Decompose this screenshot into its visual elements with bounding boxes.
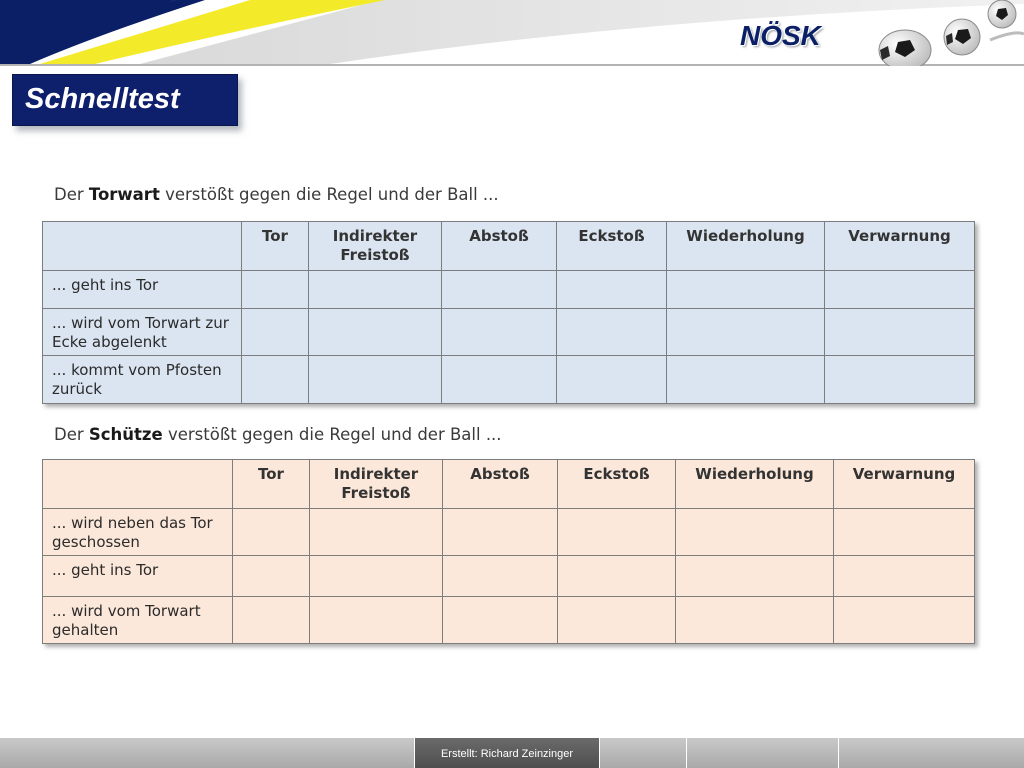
- row-label: ... wird vom Torwart gehalten: [43, 597, 233, 644]
- answer-cell[interactable]: [309, 356, 442, 404]
- torwart-table: [42, 221, 975, 404]
- footer-segment: [839, 738, 1024, 768]
- answer-cell[interactable]: [309, 271, 442, 309]
- column-header: Verwarnung: [834, 460, 975, 509]
- section2-heading-suffix: verstößt gegen die Regel und der Ball ...: [162, 425, 502, 444]
- column-header: Abstoß: [442, 222, 557, 271]
- answer-cell[interactable]: [310, 597, 443, 644]
- answer-cell[interactable]: [233, 509, 310, 556]
- column-header: Wiederholung: [676, 460, 834, 509]
- section1-heading-suffix: verstößt gegen die Regel und der Ball ...: [159, 185, 499, 204]
- footer-segment: [600, 738, 687, 768]
- answer-cell[interactable]: [557, 356, 667, 404]
- table-row: [43, 509, 975, 556]
- answer-cell[interactable]: [309, 309, 442, 356]
- header-graphic: [0, 0, 1024, 66]
- table-row: [43, 271, 975, 309]
- footer-author: Erstellt: Richard Zeinzinger: [415, 738, 600, 768]
- soccer-ball-icon: [944, 19, 980, 55]
- header-band: [0, 0, 1024, 66]
- answer-cell[interactable]: [834, 597, 975, 644]
- answer-cell[interactable]: [442, 356, 557, 404]
- soccer-ball-icon: [988, 0, 1016, 28]
- answer-cell[interactable]: [557, 271, 667, 309]
- answer-cell[interactable]: [825, 356, 975, 404]
- answer-cell[interactable]: [443, 509, 558, 556]
- answer-cell[interactable]: [557, 309, 667, 356]
- answer-cell[interactable]: [242, 309, 309, 356]
- column-header: Tor: [242, 222, 309, 271]
- answer-cell[interactable]: [443, 556, 558, 597]
- answer-cell[interactable]: [442, 309, 557, 356]
- answer-cell[interactable]: [310, 556, 443, 597]
- table-row: [43, 556, 975, 597]
- header-corner-cell: [43, 460, 233, 509]
- row-label: ... wird neben das Tor geschossen: [43, 509, 233, 556]
- section2-heading-prefix: Der: [54, 425, 89, 444]
- header-corner-cell: [43, 222, 242, 271]
- answer-cell[interactable]: [834, 509, 975, 556]
- answer-cell[interactable]: [676, 597, 834, 644]
- table-header-row: [43, 222, 975, 271]
- table-row: [43, 309, 975, 356]
- answer-cell[interactable]: [242, 271, 309, 309]
- column-header: Indirekter Freistoß: [310, 460, 443, 509]
- section1-heading-prefix: Der: [54, 185, 89, 204]
- section2-heading-bold: Schütze: [88, 425, 163, 444]
- column-header: Eckstoß: [557, 222, 667, 271]
- answer-cell[interactable]: [242, 356, 309, 404]
- schuetze-table: [42, 459, 975, 644]
- answer-cell[interactable]: [558, 509, 676, 556]
- column-header: Eckstoß: [558, 460, 676, 509]
- column-header: Wiederholung: [667, 222, 825, 271]
- row-label: ... geht ins Tor: [43, 556, 233, 597]
- answer-cell[interactable]: [233, 597, 310, 644]
- table-row: [43, 356, 975, 404]
- column-header: Abstoß: [443, 460, 558, 509]
- row-label: ... geht ins Tor: [43, 271, 242, 309]
- section1-heading-bold: Torwart: [88, 185, 160, 204]
- answer-cell[interactable]: [825, 309, 975, 356]
- answer-cell[interactable]: [310, 509, 443, 556]
- answer-cell[interactable]: [558, 556, 676, 597]
- row-label: ... wird vom Torwart zur Ecke abgelenkt: [43, 309, 242, 356]
- footer-segment: [687, 738, 839, 768]
- section2-heading: [54, 425, 502, 444]
- slide-title: Schnelltest: [25, 83, 180, 115]
- logo-text: NÖSK: [740, 20, 821, 51]
- answer-cell[interactable]: [667, 309, 825, 356]
- footer-segment: [0, 738, 415, 768]
- answer-cell[interactable]: [667, 356, 825, 404]
- row-label: ... kommt vom Pfosten zurück: [43, 356, 242, 404]
- answer-cell[interactable]: [676, 556, 834, 597]
- table-header-row: [43, 460, 975, 509]
- answer-cell[interactable]: [233, 556, 310, 597]
- column-header: Tor: [233, 460, 310, 509]
- answer-cell[interactable]: [676, 509, 834, 556]
- answer-cell[interactable]: [667, 271, 825, 309]
- column-header: Indirekter Freistoß: [309, 222, 442, 271]
- answer-cell[interactable]: [558, 597, 676, 644]
- answer-cell[interactable]: [443, 597, 558, 644]
- table-row: [43, 597, 975, 644]
- answer-cell[interactable]: [834, 556, 975, 597]
- soccer-ball-icon: [879, 30, 931, 66]
- section1-heading: [54, 185, 499, 204]
- answer-cell[interactable]: [825, 271, 975, 309]
- footer-bar: [0, 738, 1024, 768]
- slide-title-box: [12, 74, 238, 126]
- answer-cell[interactable]: [442, 271, 557, 309]
- column-header: Verwarnung: [825, 222, 975, 271]
